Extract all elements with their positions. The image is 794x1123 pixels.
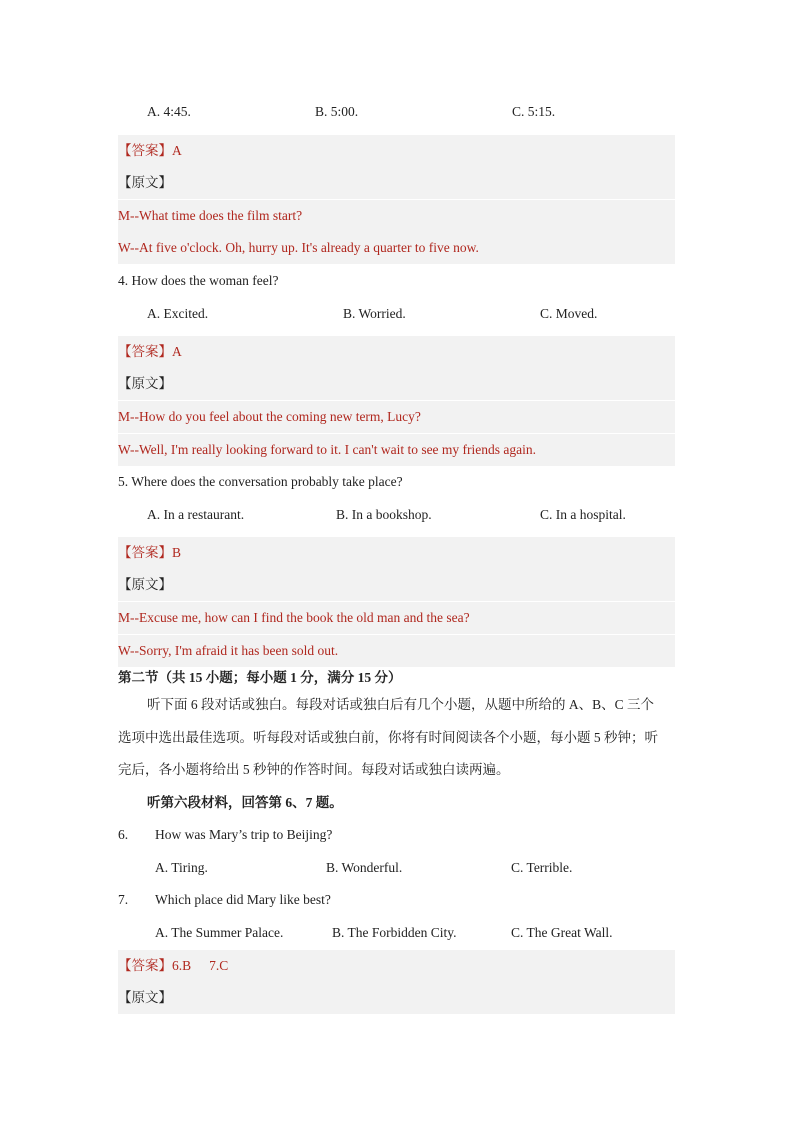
q7-option-c: C. The Great Wall. [511, 925, 613, 940]
answer-tag: 【答案】 [118, 545, 172, 560]
q5-transcript-m: M--Excuse me, how can I find the book the old man and the sea? [118, 602, 675, 634]
instructions-text-1: 听下面 6 段对话或独白。每段对话或独白后有几个小题，从题中所给的 A、B、C 三个 [147, 697, 655, 712]
q4-option-a: A. Excited. [147, 306, 209, 321]
original-tag: 【原文】 [118, 577, 172, 592]
q5-transcript-w: W--Sorry, I'm afraid it has been sold out. [118, 635, 675, 667]
q5-answer [118, 537, 675, 569]
q3-options [118, 96, 675, 128]
q67-answer [118, 950, 675, 982]
q7-option-b: B. The Forbidden City. [332, 925, 457, 940]
instructions-line-3: 完后，各小题将给出 5 秒钟的作答时间。每段对话或独白读两遍。 [118, 762, 510, 777]
q5-option-a: A. In a restaurant. [147, 507, 245, 522]
original-tag: 【原文】 [118, 376, 172, 391]
q3-transcript-w: W--At five o'clock. Oh, hurry up. It's already a quarter to five now. [118, 232, 675, 264]
q4-option-b: B. Worried. [343, 306, 406, 321]
q6-option-c: C. Terrible. [511, 860, 573, 875]
q5-options [118, 499, 675, 531]
answer-7: 7.C [209, 958, 229, 973]
original-tag: 【原文】 [118, 175, 172, 190]
answer-value: B [172, 545, 182, 560]
q6-text: How was Mary’s trip to Beijing? [155, 827, 333, 842]
original-tag: 【原文】 [118, 990, 172, 1005]
q7-options [118, 917, 675, 949]
q6-option-b: B. Wonderful. [326, 860, 403, 875]
q3-transcript-m: M--What time does the film start? [118, 200, 675, 232]
q4-original-tag [118, 368, 675, 400]
q3-original-tag [118, 167, 675, 199]
q4-options [118, 298, 675, 330]
q4-question: 4. How does the woman feel? [118, 273, 279, 288]
answer-tag: 【答案】 [118, 958, 172, 973]
q4-answer [118, 336, 675, 368]
q7-option-a: A. The Summer Palace. [155, 925, 284, 940]
q6-number: 6. [118, 827, 129, 842]
q3-option-b: B. 5:00. [315, 104, 359, 119]
q7-text: Which place did Mary like best? [155, 892, 331, 907]
answer-6: 6.B [172, 958, 192, 973]
q67-original-tag [118, 982, 675, 1014]
q3-answer [118, 135, 675, 167]
q6-option-a: A. Tiring. [155, 860, 208, 875]
answer-value: A [172, 143, 182, 158]
q6-question [118, 819, 675, 851]
answer-tag: 【答案】 [118, 344, 172, 359]
q7-question [118, 884, 675, 916]
listen-note-text: 听第六段材料，回答第 6、7 题。 [147, 795, 343, 810]
q7-number: 7. [118, 892, 129, 907]
q5-option-c: C. In a hospital. [540, 507, 626, 522]
q5-option-b: B. In a bookshop. [336, 507, 432, 522]
q5-original-tag [118, 569, 675, 601]
answer-tag: 【答案】 [118, 143, 172, 158]
instructions-line-2: 选项中选出最佳选项。听每段对话或独白前，你将有时间阅读各个小题，每小题 5 秒钟；听 [118, 730, 658, 745]
q4-transcript-w: W--Well, I'm really looking forward to it. I can't wait to see my friends again. [118, 434, 675, 466]
answer-value: A [172, 344, 182, 359]
q5-question: 5. Where does the conversation probably take place? [118, 474, 403, 489]
section-heading: 第二节（共 15 小题；每小题 1 分，满分 15 分） [118, 670, 402, 685]
q3-option-a: A. 4:45. [147, 104, 191, 119]
listen-note [118, 787, 675, 819]
q3-option-c: C. 5:15. [512, 104, 556, 119]
instructions-line-1 [118, 689, 675, 721]
q6-options [118, 852, 675, 884]
q4-transcript-m: M--How do you feel about the coming new term, Lucy? [118, 401, 675, 433]
q4-option-c: C. Moved. [540, 306, 598, 321]
